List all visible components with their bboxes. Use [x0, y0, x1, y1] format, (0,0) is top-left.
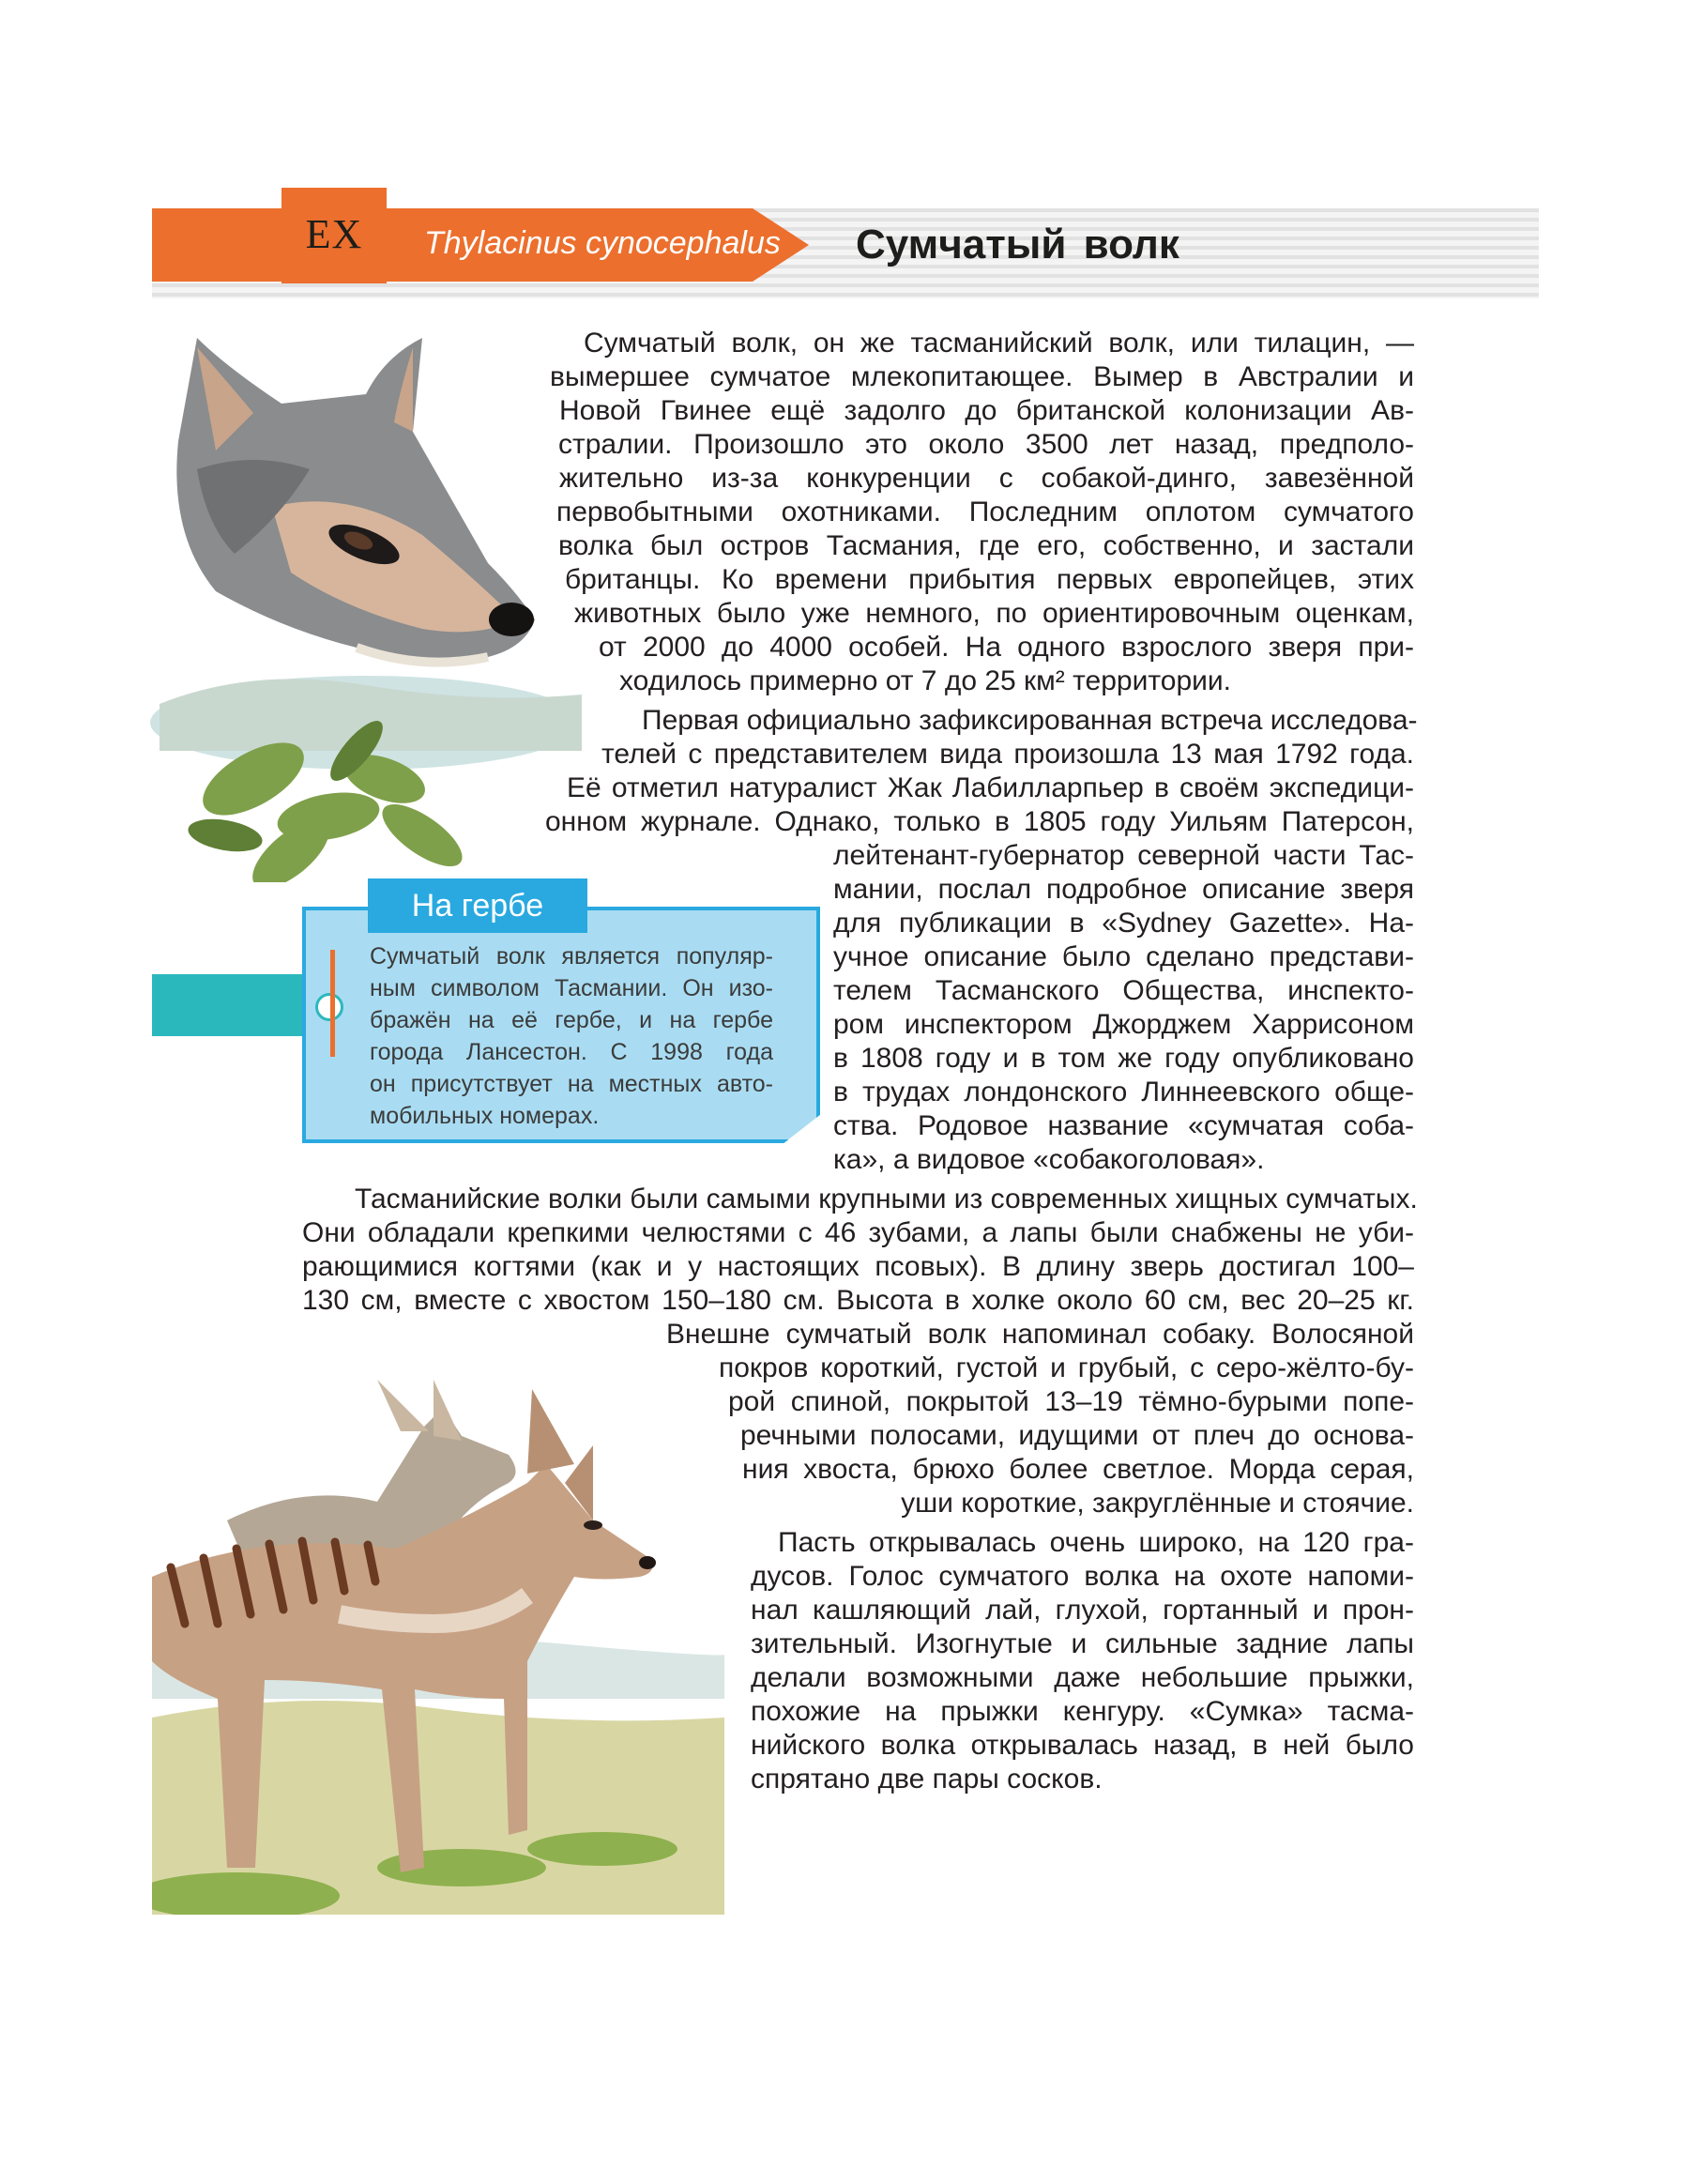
text-line: ром инспектором Джорджем Харрисоном [833, 1009, 1414, 1040]
page-title: Сумчатый волк [856, 221, 1179, 267]
text-line: онном журнале. Однако, только в 1805 году Уильям Патерсон, [545, 806, 1414, 837]
text-line: нийского волка открывалась назад, в ней было [751, 1730, 1414, 1761]
sidebar-line: он присутствует на местных авто- [370, 1071, 773, 1097]
text-line: вымершее сумчатое млекопитающее. Вымер в Австралии и [550, 361, 1414, 392]
text-line: первобытными охотниками. Последним оплотом сумчатого [556, 496, 1414, 527]
sidebar-title: На гербе [368, 878, 587, 933]
text-line: лейтенант-губернатор северной части Тас- [833, 840, 1414, 871]
text-line: учное описание было сделано представи- [833, 941, 1414, 972]
text-line: покров короткий, густой и грубый, с серо-жёлто-бу- [719, 1352, 1414, 1383]
text-line: мании, послал подробное описание зверя [833, 874, 1414, 905]
text-line: стралии. Произошло это около 3500 лет назад, предполо- [558, 429, 1414, 460]
text-line: рой спиной, покрытой 13–19 тёмно-бурыми попе- [728, 1386, 1414, 1417]
text-line: Новой Гвинее ещё задолго до британской колонизации Ав- [559, 395, 1414, 426]
text-line: в трудах лондонского Линнеевского обще- [833, 1077, 1414, 1107]
text-line: уши короткие, закруглённые и стоячие. [901, 1488, 1414, 1519]
text-line: речными полосами, идущими от плеч до основа- [740, 1420, 1414, 1451]
text-line: делали возможными даже небольшие прыжки, [751, 1662, 1414, 1693]
text-line: Её отметил натуралист Жак Лабилларпьер в своём экспедици- [567, 772, 1414, 803]
text-line: похожие на прыжки кенгуру. «Сумка» тасма- [751, 1696, 1414, 1727]
text-line: Внешне сумчатый волк напоминал собаку. Волосяной [666, 1319, 1414, 1350]
text-line: для публикации в «Sydney Gazette». На- [833, 908, 1414, 939]
text-line: Тасманийские волки были самыми крупными из современных хищных сумчатых. [355, 1184, 1418, 1214]
text-line: от 2000 до 4000 особей. На одного взрослого зверя при- [599, 632, 1414, 663]
tab-knob [315, 993, 343, 1021]
text-line: британцы. Ко времени прибытия первых европейцев, этих [565, 564, 1414, 595]
thylacine-head-illustration [141, 310, 582, 882]
text-line: ходилось примерно от 7 до 25 км² территории. [619, 665, 1231, 696]
text-line: рающимися когтями (как и у настоящих псовых). В длину зверь достигал 100– [302, 1251, 1414, 1282]
text-line: спрятано две пары сосков. [751, 1764, 1103, 1795]
text-line: Пасть открывалась очень широко, на 120 гра- [778, 1527, 1414, 1558]
text-line: волка был остров Тасмания, где его, собственно, и застали [558, 530, 1414, 561]
text-line: нал кашляющий лай, глухой, гортанный и прон- [751, 1595, 1414, 1626]
sidebar-line: мобильных номерах. [370, 1103, 600, 1129]
text-line: ния хвоста, брюхо более светлое. Морда серая, [742, 1454, 1414, 1485]
text-line: животных было уже немного, по ориентировочным оценкам, [574, 598, 1414, 629]
text-line: дусов. Голос сумчатого волка на охоте напоми- [751, 1561, 1414, 1592]
text-line: Первая официально зафиксированная встреча исследова- [642, 705, 1418, 736]
status-badge: EX [282, 188, 387, 283]
text-line: 130 см, вместе с хвостом 150–180 см. Высота в холке около 60 см, вес 20–25 кг. [302, 1285, 1414, 1316]
text-line: зительный. Изогнутые и сильные задние лапы [751, 1628, 1414, 1659]
sidebar-line: бражён на её гербе, и на гербе [370, 1007, 773, 1033]
sidebar-line: города Лансестон. С 1998 года [370, 1039, 773, 1065]
thylacine-pair-illustration [152, 1342, 724, 1915]
sidebar-line: ным символом Тасмании. Он изо- [370, 975, 773, 1001]
sidebar-line: Сумчатый волк является популяр- [370, 943, 773, 970]
text-line: телем Тасманского Общества, инспекто- [833, 975, 1414, 1006]
text-line: ства. Родовое название «сумчатая соба- [833, 1110, 1414, 1141]
sidebar-accent-bar [330, 950, 335, 1057]
text-line: ка», а видовое «собакоголовая». [833, 1144, 1265, 1175]
text-line: Они обладали крепкими челюстями с 46 зубами, а лапы были снабжены не уби- [302, 1217, 1414, 1248]
text-line: жительно из-за конкуренции с собакой-динго, завезённой [559, 463, 1414, 494]
text-line: в 1808 году и в том же году опубликовано [833, 1043, 1414, 1074]
text-line: Сумчатый волк, он же тасманийский волк, или тилацин, — [584, 328, 1414, 359]
latin-name: Thylacinus cynocephalus [424, 225, 781, 261]
text-line: телей с представителем вида произошла 13 мая 1792 года. [601, 739, 1414, 770]
